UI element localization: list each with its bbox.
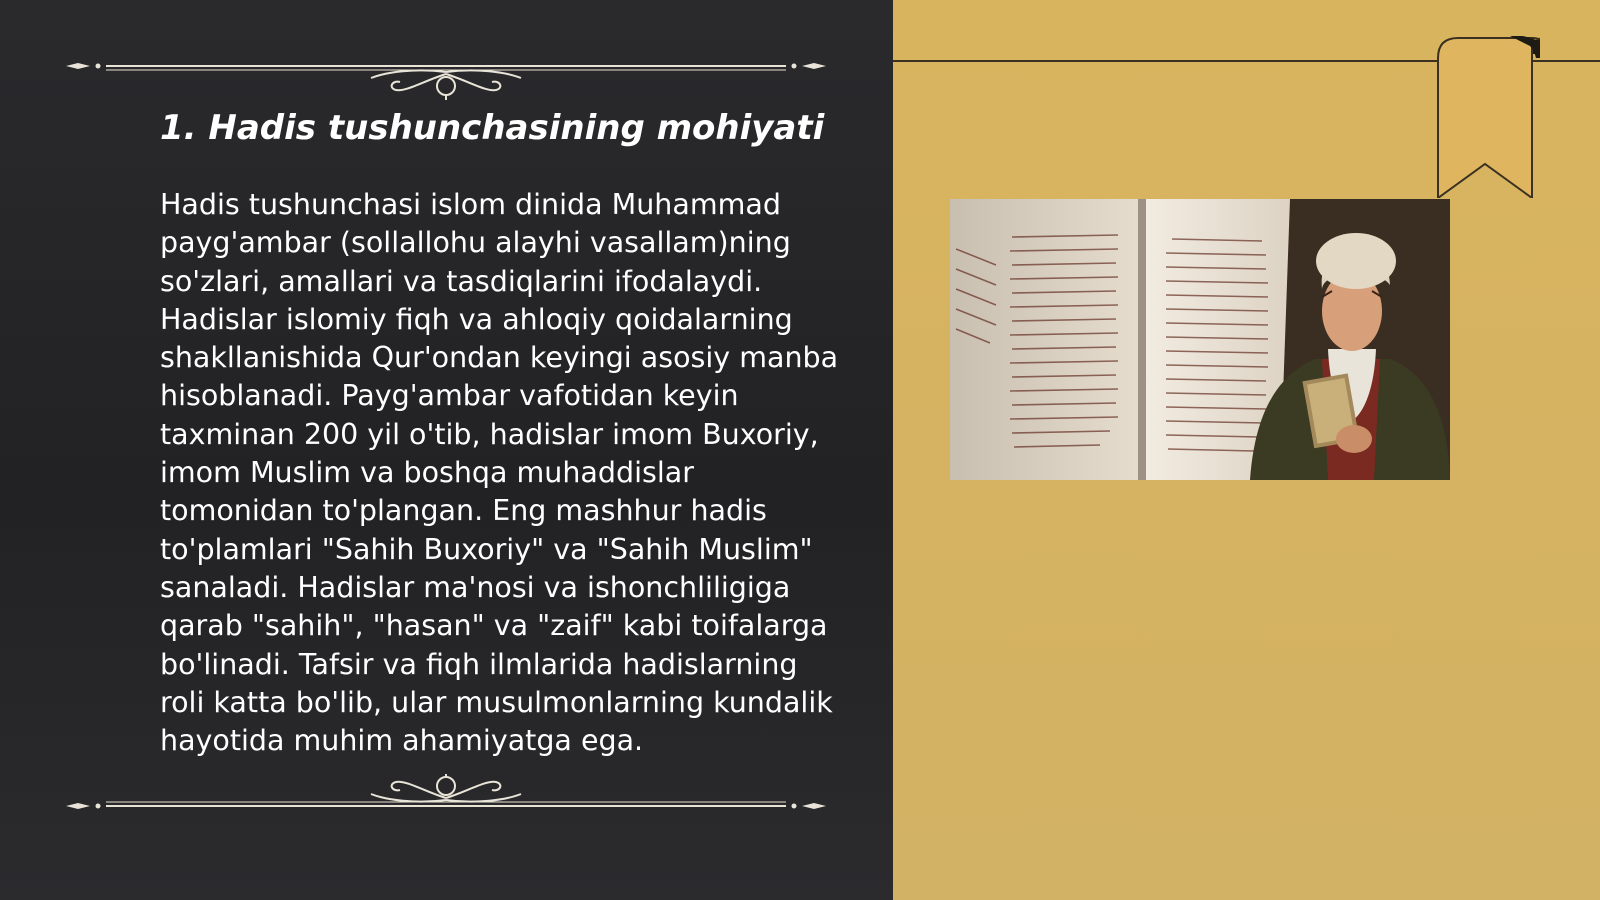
bottom-ornament-divider [66,774,826,824]
slide-title: 1. Hadis tushunchasining mohiyati [160,108,825,148]
manuscript-scholar-image [950,199,1450,480]
slide-paragraph: Hadis tushunchasi islom dinida Muhammad payg'ambar (sollallohu alayhi vasallam)ning so'zlari, amallari va tasdiqlarini ifodalaydi. Hadislar islomiy fiqh va ahloqiy qoidalarning shakllanishida Qur'ondan keyingi asosiy manba hisoblanadi. Payg'ambar vafotidan keyin taxminan 200 yil o'tib, hadislar imom Buxoriy, imom Muslim va boshqa muhaddislar tomonidan to'plangan. Eng mashhur hadis to'plamlari "Sahih Buxoriy" va "Sahih Muslim" sanaladi. Hadislar ma'nosi va ishonchliligiga qarab "sahih", "hasan" va "zaif" kabi toifalarga bo'linadi. Tafsir va fiqh ilmlarida hadislarning roli katta bo'lib, ular musulmonlarning kundalik hayotida muhim ahamiyatga ega. [160,188,839,758]
top-ornament-divider [66,50,826,100]
bookmark-ribbon-icon [1436,36,1540,198]
